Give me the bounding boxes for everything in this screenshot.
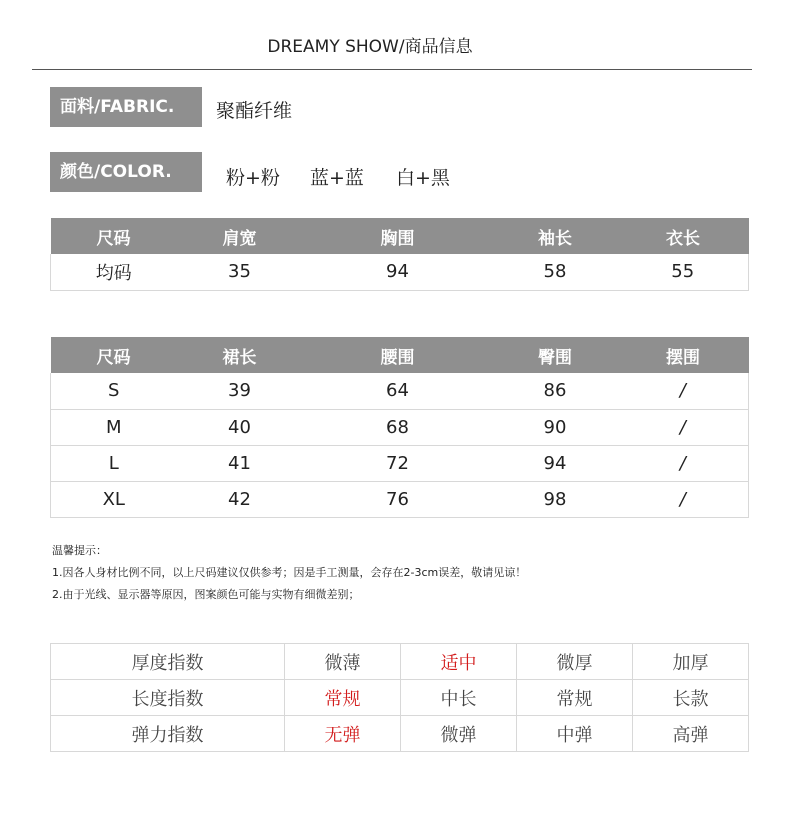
table-cell: 40 (177, 409, 303, 445)
table-row (51, 373, 749, 409)
table-row (51, 680, 749, 716)
index-option-selected: 适中 (401, 644, 517, 680)
table-cell: / (618, 445, 749, 481)
table-row (51, 254, 749, 290)
table-row (51, 644, 749, 680)
table-cell: / (618, 409, 749, 445)
table-row (51, 409, 749, 445)
index-option: 微厚 (517, 644, 633, 680)
color-label: 颜色/COLOR. (50, 152, 202, 192)
table-cell: 72 (303, 445, 493, 481)
index-option: 微薄 (285, 644, 401, 680)
table-cell: XL (51, 481, 177, 517)
column-header: 臀围 (493, 337, 618, 373)
table-cell: 55 (618, 254, 749, 290)
fabric-label: 面料/FABRIC. (50, 87, 202, 127)
table-cell: 86 (493, 373, 618, 409)
table-cell: 98 (493, 481, 618, 517)
top-size-table (50, 218, 749, 291)
tips-section (52, 540, 526, 606)
table-cell: S (51, 373, 177, 409)
page-title: DREAMY SHOW/商品信息 (267, 37, 473, 57)
table-cell: 35 (177, 254, 303, 290)
index-option-selected: 无弹 (285, 716, 401, 752)
tips-heading: 温馨提示： (52, 544, 107, 557)
column-header: 衣长 (618, 218, 749, 254)
table-cell: 76 (303, 481, 493, 517)
table-cell: 58 (493, 254, 618, 290)
table-row (51, 481, 749, 517)
index-option: 中长 (401, 680, 517, 716)
table-cell: 64 (303, 373, 493, 409)
table-cell: L (51, 445, 177, 481)
index-option: 加厚 (633, 644, 749, 680)
color-option: 白+黑 (396, 167, 450, 189)
table-cell: 42 (177, 481, 303, 517)
index-label: 弹力指数 (51, 716, 285, 752)
column-header: 胸围 (303, 218, 493, 254)
index-option-selected: 常规 (285, 680, 401, 716)
index-option: 常规 (517, 680, 633, 716)
column-header: 摆围 (618, 337, 749, 373)
table-row (51, 716, 749, 752)
table-cell: 39 (177, 373, 303, 409)
column-header: 裙长 (177, 337, 303, 373)
column-header: 腰围 (303, 337, 493, 373)
column-header: 尺码 (51, 218, 177, 254)
color-option: 蓝+蓝 (310, 167, 364, 189)
fabric-value: 聚酯纤维 (216, 100, 293, 122)
table-cell: / (618, 481, 749, 517)
index-label: 厚度指数 (51, 644, 285, 680)
index-label: 长度指数 (51, 680, 285, 716)
bottom-size-table (50, 337, 749, 518)
table-cell: 68 (303, 409, 493, 445)
index-option: 中弹 (517, 716, 633, 752)
table-row (51, 445, 749, 481)
color-option: 粉+粉 (226, 167, 280, 189)
table-cell: M (51, 409, 177, 445)
index-option: 高弹 (633, 716, 749, 752)
table-cell: 94 (493, 445, 618, 481)
table-cell: 90 (493, 409, 618, 445)
table-header-row (51, 337, 749, 373)
column-header: 尺码 (51, 337, 177, 373)
tips-line: 2.由于光线、显示器等原因，图案颜色可能与实物有细微差别； (52, 588, 360, 601)
table-cell: 94 (303, 254, 493, 290)
table-cell: 41 (177, 445, 303, 481)
index-table (50, 643, 749, 752)
table-cell: / (618, 373, 749, 409)
tips-line: 1.因各人身材比例不同，以上尺码建议仅供参考；因是手工测量，会存在2-3cm误差，敬请见谅！ (52, 566, 527, 579)
table-header-row (51, 218, 749, 254)
column-header: 袖长 (493, 218, 618, 254)
column-header: 肩宽 (177, 218, 303, 254)
title-divider (32, 69, 752, 70)
table-cell: 均码 (51, 254, 177, 290)
index-option: 长款 (633, 680, 749, 716)
index-option: 微弹 (401, 716, 517, 752)
